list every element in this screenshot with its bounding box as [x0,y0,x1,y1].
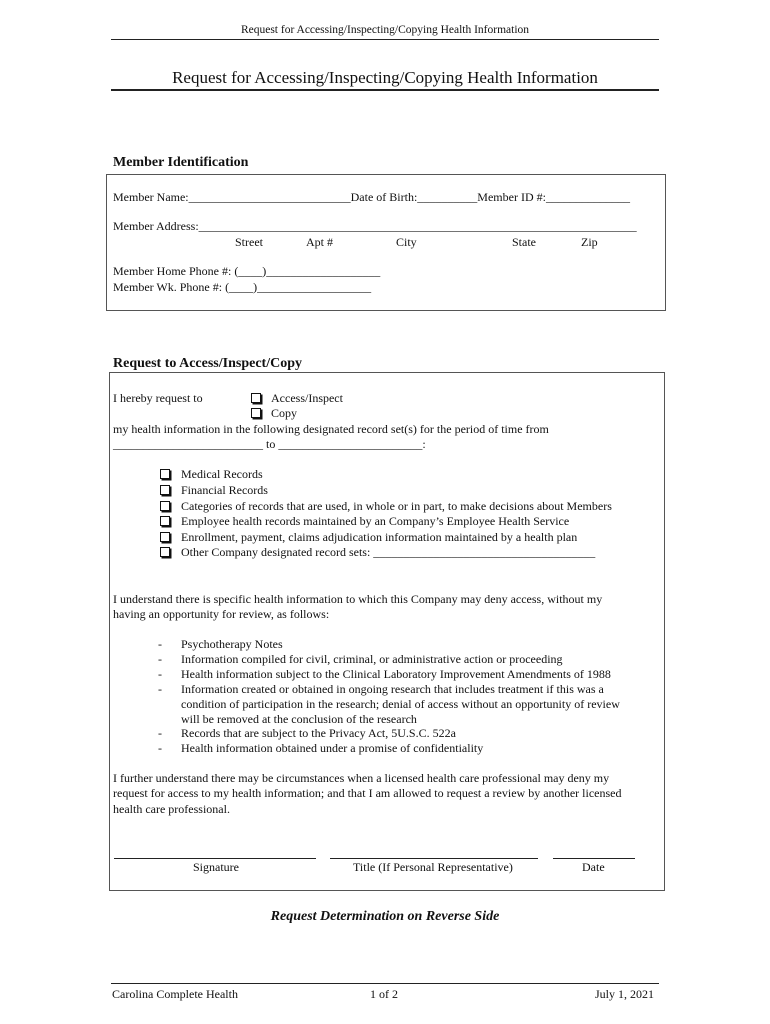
exception-item: Information compiled for civil, criminal, or administrative action or proceeding [181,652,563,666]
signature-label: Signature [193,860,239,874]
date-range-line[interactable]: _________________________ to ________________________: [113,437,426,451]
document-title: Request for Accessing/Inspecting/Copying Health Information [172,68,598,87]
exception-item: Health information subject to the Clinical Laboratory Improvement Amendments of 1988 [181,667,611,681]
footer-organization: Carolina Complete Health [112,987,238,1001]
reverse-side-note: Request Determination on Reverse Side [270,909,500,924]
footer-rule [111,983,659,984]
option-access-inspect: Access/Inspect [271,391,343,405]
option-copy: Copy [271,406,298,420]
checkbox-financial-records[interactable] [160,485,170,495]
request-box [109,372,665,891]
member-identification-heading: Member Identification [113,155,249,170]
further-paragraph-line: I further understand there may be circumstances when a licensed health care professional may deny my [113,771,610,785]
member-identification-box [106,174,666,311]
exception-item: Psychotherapy Notes [181,637,283,651]
exception-item: Records that are subject to the Privacy Act, 5U.S.C. 522a [181,726,456,740]
record-set-item: Employee health records maintained by an Company’s Employee Health Service [181,514,570,528]
record-set-item: Categories of records that are used, in whole or in part, to make decisions about Members [181,499,612,513]
record-set-item[interactable]: Other Company designated record sets: _____________________________________ [181,545,596,559]
exception-item-continuation: condition of participation in the research; denial of access without an opportunity of review [181,697,620,711]
request-intro: I hereby request to [113,391,203,405]
exception-item: Health information obtained under a promise of confidentiality [181,741,484,755]
member-name-line[interactable]: Member Name:___________________________Date of Birth:__________Member ID #:______________ [113,190,630,204]
address-label-zip: Zip [581,235,598,249]
deny-paragraph-line: having an opportunity for review, as follows: [113,607,330,621]
footer-page-number: 1 of 2 [370,987,398,1001]
footer-date: July 1, 2021 [595,987,655,1001]
address-label-street: Street [235,235,263,249]
bullet-dash: - [158,652,162,666]
address-label-city: City [396,235,417,249]
checkbox-other-records[interactable] [160,547,170,557]
home-phone-line[interactable]: Member Home Phone #: (____)___________________ [113,264,381,278]
further-paragraph-line: request for access to my health information; and that I am allowed to request a review by another licensed [113,786,622,800]
checkbox-access-inspect[interactable] [251,393,261,403]
bullet-dash: - [158,726,162,740]
address-label-state: State [512,235,536,249]
checkbox-employee-records[interactable] [160,516,170,526]
bullet-dash: - [158,682,162,696]
date-label: Date [582,860,605,874]
member-address-line[interactable]: Member Address:_________________________________________________________________________ [113,219,637,233]
work-phone-line[interactable]: Member Wk. Phone #: (____)___________________ [113,280,372,294]
record-set-item: Medical Records [181,467,263,481]
running-header: Request for Accessing/Inspecting/Copying Health Information [240,24,530,36]
title-label: Title (If Personal Representative) [353,860,513,874]
title-rule [111,89,659,91]
checkbox-enrollment-records[interactable] [160,532,170,542]
record-set-item: Enrollment, payment, claims adjudication information maintained by a health plan [181,530,578,544]
exception-item-continuation: will be removed at the conclusion of the research [181,712,417,726]
exception-item: Information created or obtained in ongoing research that includes treatment if this was a [181,682,604,696]
signature-line[interactable] [114,858,316,859]
period-line: my health information in the following designated record set(s) for the period of time from [113,422,549,436]
bullet-dash: - [158,637,162,651]
bullet-dash: - [158,667,162,681]
address-label-apt: Apt # [306,235,333,249]
title-line[interactable] [330,858,538,859]
header-rule [111,39,659,40]
further-paragraph-line: health care professional. [113,802,230,816]
checkbox-copy[interactable] [251,408,261,418]
deny-paragraph-line: I understand there is specific health information to which this Company may deny access, without my [113,592,603,606]
record-set-item: Financial Records [181,483,268,497]
bullet-dash: - [158,741,162,755]
checkbox-decision-records[interactable] [160,501,170,511]
date-line[interactable] [553,858,635,859]
checkbox-medical-records[interactable] [160,469,170,479]
request-heading: Request to Access/Inspect/Copy [113,356,302,371]
